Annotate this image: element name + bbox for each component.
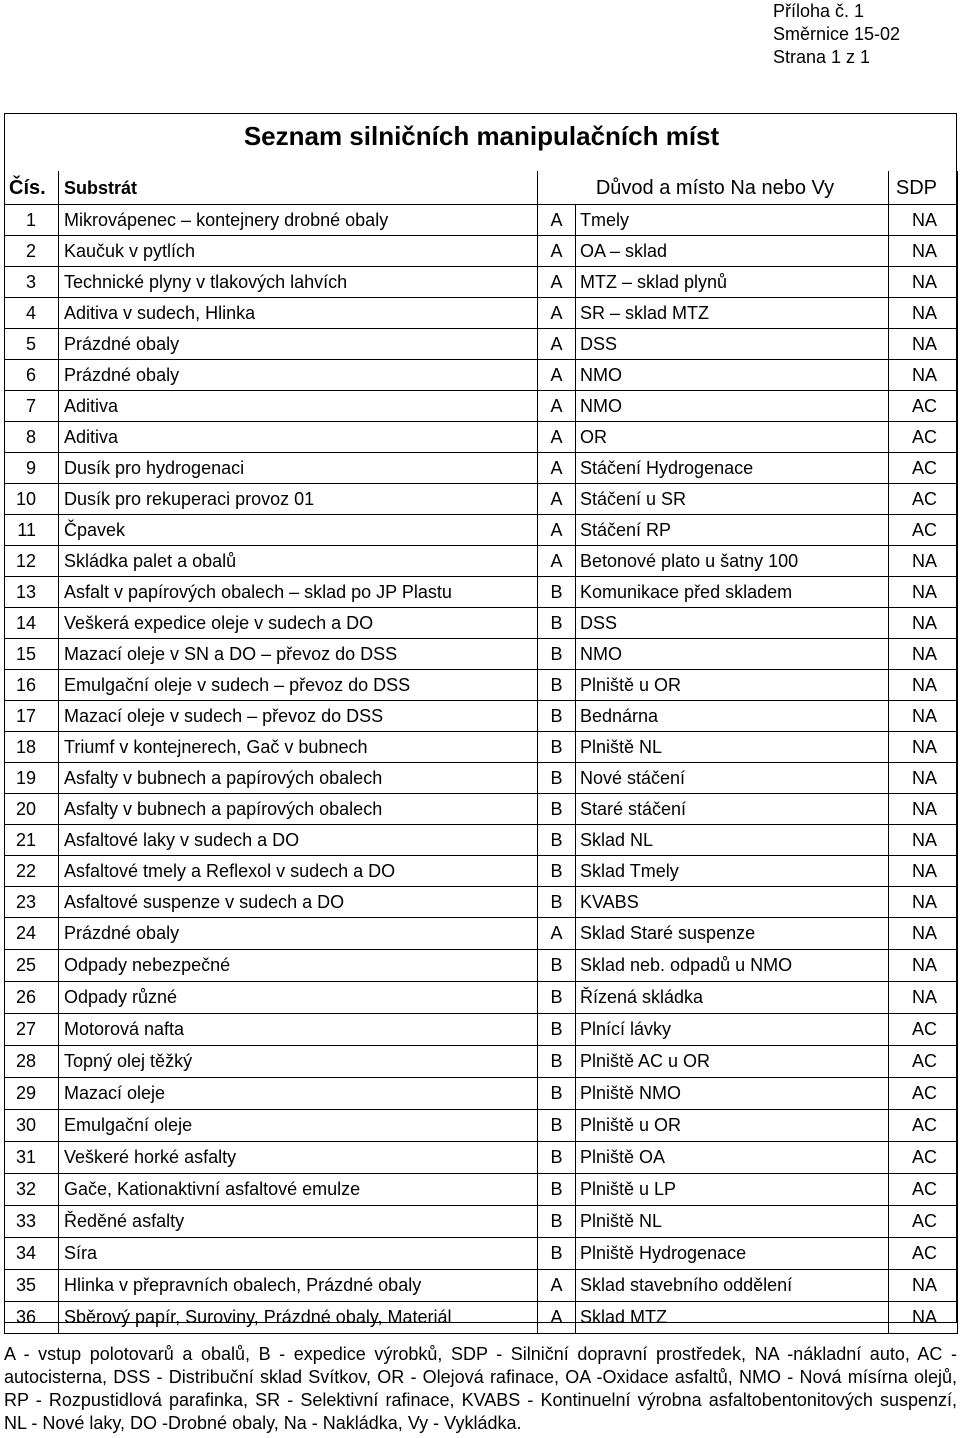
row-type: B xyxy=(538,1238,576,1270)
table-row xyxy=(5,701,958,732)
row-substrate: Emulgační oleje v sudech – převoz do DSS xyxy=(59,670,538,701)
row-place: NMO xyxy=(576,639,889,670)
table-row xyxy=(5,732,958,763)
row-substrate: Čpavek xyxy=(59,515,538,546)
row-type: A xyxy=(538,546,576,577)
row-substrate: Dusík pro hydrogenaci xyxy=(59,453,538,484)
row-sdp: NA xyxy=(889,1270,958,1302)
row-number: 18 xyxy=(5,732,59,763)
row-number: 7 xyxy=(5,391,59,422)
row-sdp: AC xyxy=(889,1078,958,1110)
column-header-num: Čís. xyxy=(5,171,59,205)
row-sdp: AC xyxy=(889,453,958,484)
row-number: 17 xyxy=(5,701,59,732)
column-header-sdp: SDP xyxy=(889,171,958,205)
row-number: 3 xyxy=(5,267,59,298)
row-number: 13 xyxy=(5,577,59,608)
row-place: Sklad Staré suspenze xyxy=(576,918,889,950)
row-number: 24 xyxy=(5,918,59,950)
handling-places-table xyxy=(4,171,958,1334)
row-type: B xyxy=(538,577,576,608)
row-place: Stáčení u SR xyxy=(576,484,889,515)
row-sdp: NA xyxy=(889,950,958,982)
row-type: B xyxy=(538,732,576,763)
row-place: Plniště NL xyxy=(576,1206,889,1238)
row-type: A xyxy=(538,267,576,298)
table-row xyxy=(5,546,958,577)
row-substrate: Emulgační oleje xyxy=(59,1110,538,1142)
row-sdp: AC xyxy=(889,391,958,422)
row-substrate: Veškeré horké asfalty xyxy=(59,1142,538,1174)
row-place: Sklad Tmely xyxy=(576,856,889,887)
row-number: 27 xyxy=(5,1014,59,1046)
table-row xyxy=(5,515,958,546)
row-place: Plniště NMO xyxy=(576,1078,889,1110)
row-substrate: Asfaltové laky v sudech a DO xyxy=(59,825,538,856)
row-place: Plniště u OR xyxy=(576,1110,889,1142)
row-number: 16 xyxy=(5,670,59,701)
row-number: 26 xyxy=(5,982,59,1014)
row-sdp: NA xyxy=(889,982,958,1014)
row-place: Plniště NL xyxy=(576,732,889,763)
row-number: 12 xyxy=(5,546,59,577)
row-type: B xyxy=(538,1046,576,1078)
table-row xyxy=(5,1142,958,1174)
table-row xyxy=(5,639,958,670)
row-sdp: AC xyxy=(889,1142,958,1174)
row-type: B xyxy=(538,701,576,732)
row-substrate: Prázdné obaly xyxy=(59,360,538,391)
row-number: 28 xyxy=(5,1046,59,1078)
row-place: Plniště Hydrogenace xyxy=(576,1238,889,1270)
row-place: Komunikace před skladem xyxy=(576,577,889,608)
table-row xyxy=(5,205,958,236)
row-number: 29 xyxy=(5,1078,59,1110)
table-row xyxy=(5,577,958,608)
row-type: B xyxy=(538,1078,576,1110)
row-substrate: Mazací oleje xyxy=(59,1078,538,1110)
row-place: DSS xyxy=(576,329,889,360)
attachment-label: Příloha č. 1 xyxy=(773,1,865,21)
row-number: 8 xyxy=(5,422,59,453)
column-header-substrate: Substrát xyxy=(59,171,538,205)
row-sdp: NA xyxy=(889,856,958,887)
row-type: B xyxy=(538,608,576,639)
row-type: A xyxy=(538,515,576,546)
row-place: Plniště u OR xyxy=(576,670,889,701)
row-number: 21 xyxy=(5,825,59,856)
row-type: B xyxy=(538,639,576,670)
row-place: Bednárna xyxy=(576,701,889,732)
row-sdp: NA xyxy=(889,732,958,763)
row-sdp: AC xyxy=(889,1238,958,1270)
row-type: A xyxy=(538,205,576,236)
table-row xyxy=(5,856,958,887)
row-sdp: NA xyxy=(889,763,958,794)
row-sdp: AC xyxy=(889,1046,958,1078)
row-substrate: Topný olej těžký xyxy=(59,1046,538,1078)
row-number: 10 xyxy=(5,484,59,515)
row-number: 20 xyxy=(5,794,59,825)
row-number: 22 xyxy=(5,856,59,887)
row-sdp: AC xyxy=(889,1206,958,1238)
table-row xyxy=(5,298,958,329)
row-type: B xyxy=(538,763,576,794)
row-number: 2 xyxy=(5,236,59,267)
row-type: B xyxy=(538,856,576,887)
row-type: A xyxy=(538,422,576,453)
row-number: 14 xyxy=(5,608,59,639)
row-sdp: NA xyxy=(889,205,958,236)
row-place: Řízená skládka xyxy=(576,982,889,1014)
row-number: 35 xyxy=(5,1270,59,1302)
row-place: Sklad stavebního oddělení xyxy=(576,1270,889,1302)
row-place: NMO xyxy=(576,391,889,422)
row-substrate: Prázdné obaly xyxy=(59,329,538,360)
row-place: Plniště AC u OR xyxy=(576,1046,889,1078)
row-substrate: Skládka palet a obalů xyxy=(59,546,538,577)
row-number: 11 xyxy=(5,515,59,546)
column-header-reason: Důvod a místo Na nebo Vy xyxy=(538,171,889,205)
row-number: 6 xyxy=(5,360,59,391)
table-row xyxy=(5,1046,958,1078)
row-type: B xyxy=(538,794,576,825)
row-sdp: AC xyxy=(889,484,958,515)
row-number: 36 xyxy=(5,1302,59,1334)
row-substrate: Aditiva v sudech, Hlinka xyxy=(59,298,538,329)
row-sdp: NA xyxy=(889,639,958,670)
table-row xyxy=(5,1206,958,1238)
table-row xyxy=(5,236,958,267)
row-type: A xyxy=(538,236,576,267)
row-place: Tmely xyxy=(576,205,889,236)
row-place: NMO xyxy=(576,360,889,391)
directive-label: Směrnice 15-02 xyxy=(773,24,901,44)
row-substrate: Odpady nebezpečné xyxy=(59,950,538,982)
row-substrate: Aditiva xyxy=(59,391,538,422)
row-place: Sklad NL xyxy=(576,825,889,856)
row-sdp: AC xyxy=(889,422,958,453)
row-type: A xyxy=(538,453,576,484)
page-header xyxy=(773,0,900,69)
table-row xyxy=(5,1238,958,1270)
row-number: 1 xyxy=(5,205,59,236)
row-substrate: Hlinka v přepravních obalech, Prázdné obaly xyxy=(59,1270,538,1302)
row-number: 23 xyxy=(5,887,59,918)
table-row xyxy=(5,1270,958,1302)
row-type: A xyxy=(538,1302,576,1334)
table-row xyxy=(5,1174,958,1206)
row-type: A xyxy=(538,360,576,391)
table-row xyxy=(5,267,958,298)
row-type: A xyxy=(538,329,576,360)
table-row xyxy=(5,763,958,794)
row-sdp: NA xyxy=(889,236,958,267)
row-type: A xyxy=(538,391,576,422)
row-substrate: Veškerá expedice oleje v sudech a DO xyxy=(59,608,538,639)
table-row xyxy=(5,1110,958,1142)
row-type: B xyxy=(538,825,576,856)
row-substrate: Mazací oleje v sudech – převoz do DSS xyxy=(59,701,538,732)
row-substrate: Asfalty v bubnech a papírových obalech xyxy=(59,794,538,825)
row-substrate: Asfaltové tmely a Reflexol v sudech a DO xyxy=(59,856,538,887)
table-row xyxy=(5,794,958,825)
row-sdp: NA xyxy=(889,360,958,391)
table-row xyxy=(5,887,958,918)
row-sdp: AC xyxy=(889,1174,958,1206)
row-sdp: NA xyxy=(889,267,958,298)
row-place: Sklad MTZ xyxy=(576,1302,889,1334)
row-type: B xyxy=(538,1014,576,1046)
row-place: Sklad neb. odpadů u NMO xyxy=(576,950,889,982)
table-row xyxy=(5,453,958,484)
row-substrate: Asfalt v papírových obalech – sklad po JP Plastu xyxy=(59,577,538,608)
row-sdp: NA xyxy=(889,329,958,360)
row-place: Staré stáčení xyxy=(576,794,889,825)
row-place: KVABS xyxy=(576,887,889,918)
row-sdp: NA xyxy=(889,546,958,577)
table-row xyxy=(5,950,958,982)
row-sdp: AC xyxy=(889,515,958,546)
table-row xyxy=(5,1014,958,1046)
row-place: Nové stáčení xyxy=(576,763,889,794)
row-type: B xyxy=(538,1142,576,1174)
row-type: B xyxy=(538,982,576,1014)
row-number: 15 xyxy=(5,639,59,670)
row-type: A xyxy=(538,1270,576,1302)
table-row xyxy=(5,360,958,391)
row-type: A xyxy=(538,484,576,515)
row-sdp: NA xyxy=(889,670,958,701)
row-number: 34 xyxy=(5,1238,59,1270)
row-number: 5 xyxy=(5,329,59,360)
row-number: 25 xyxy=(5,950,59,982)
table-body xyxy=(5,171,958,1334)
row-substrate: Kaučuk v pytlích xyxy=(59,236,538,267)
row-number: 33 xyxy=(5,1206,59,1238)
row-sdp: NA xyxy=(889,918,958,950)
page-title: Seznam silničních manipulačních míst xyxy=(243,121,720,151)
table-row xyxy=(5,670,958,701)
row-type: B xyxy=(538,670,576,701)
row-number: 31 xyxy=(5,1142,59,1174)
row-type: B xyxy=(538,887,576,918)
row-place: Stáčení RP xyxy=(576,515,889,546)
table-row xyxy=(5,422,958,453)
page-number: Strana 1 z 1 xyxy=(773,47,871,67)
row-substrate: Aditiva xyxy=(59,422,538,453)
table-row xyxy=(5,1078,958,1110)
row-type: A xyxy=(538,298,576,329)
row-substrate: Gače, Kationaktivní asfaltové emulze xyxy=(59,1174,538,1206)
table-row xyxy=(5,982,958,1014)
row-sdp: AC xyxy=(889,1110,958,1142)
table-row xyxy=(5,329,958,360)
table-row xyxy=(5,484,958,515)
row-substrate: Asfalty v bubnech a papírových obalech xyxy=(59,763,538,794)
table-row xyxy=(5,825,958,856)
row-place: OR xyxy=(576,422,889,453)
legend-text: A - vstup polotovarů a obalů, B - expedice výrobků, SDP - Silniční dopravní prostředek, NA -nákladní auto, AC - autocisterna, DSS - Distribuční sklad Svítkov, OR - Olejová rafinace, OA -Oxidace asfaltů, NMO - Nová mísírna olejů, RP - Rozpustidlová parafinka, SR - Selektivní rafinace, KVABS - Kontinuelní výrobna asfaltobentonitových suspenzí, NL - Nové laky, DO -Drobné obaly, Na - Nakládka, Vy - Vykládka. xyxy=(4,1344,957,1433)
row-type: A xyxy=(538,918,576,950)
row-place: Plniště OA xyxy=(576,1142,889,1174)
row-substrate: Triumf v kontejnerech, Gač v bubnech xyxy=(59,732,538,763)
row-substrate: Mikrovápenec – kontejnery drobné obaly xyxy=(59,205,538,236)
row-number: 30 xyxy=(5,1110,59,1142)
row-sdp: NA xyxy=(889,298,958,329)
table-row xyxy=(5,391,958,422)
row-type: B xyxy=(538,950,576,982)
row-sdp: NA xyxy=(889,1302,958,1334)
row-substrate: Sběrový papír, Suroviny, Prázdné obaly, Materiál xyxy=(59,1302,538,1334)
row-sdp: AC xyxy=(889,1014,958,1046)
row-substrate: Motorová nafta xyxy=(59,1014,538,1046)
row-number: 9 xyxy=(5,453,59,484)
row-substrate: Síra xyxy=(59,1238,538,1270)
row-place: Plnící lávky xyxy=(576,1014,889,1046)
row-place: OA – sklad xyxy=(576,236,889,267)
row-number: 4 xyxy=(5,298,59,329)
row-sdp: NA xyxy=(889,608,958,639)
table-row xyxy=(5,918,958,950)
row-place: Plniště u LP xyxy=(576,1174,889,1206)
row-number: 19 xyxy=(5,763,59,794)
row-substrate: Asfaltové suspenze v sudech a DO xyxy=(59,887,538,918)
row-substrate: Ředěné asfalty xyxy=(59,1206,538,1238)
row-type: B xyxy=(538,1174,576,1206)
row-substrate: Dusík pro rekuperaci provoz 01 xyxy=(59,484,538,515)
row-substrate: Technické plyny v tlakových lahvích xyxy=(59,267,538,298)
row-substrate: Prázdné obaly xyxy=(59,918,538,950)
row-sdp: NA xyxy=(889,577,958,608)
row-place: SR – sklad MTZ xyxy=(576,298,889,329)
row-place: MTZ – sklad plynů xyxy=(576,267,889,298)
row-sdp: NA xyxy=(889,887,958,918)
row-number: 32 xyxy=(5,1174,59,1206)
row-substrate: Mazací oleje v SN a DO – převoz do DSS xyxy=(59,639,538,670)
table-row xyxy=(5,1302,958,1334)
table-header-row xyxy=(5,171,958,205)
row-place: DSS xyxy=(576,608,889,639)
row-sdp: NA xyxy=(889,701,958,732)
row-sdp: NA xyxy=(889,794,958,825)
row-type: B xyxy=(538,1110,576,1142)
table-row xyxy=(5,608,958,639)
row-place: Stáčení Hydrogenace xyxy=(576,453,889,484)
row-type: B xyxy=(538,1206,576,1238)
row-substrate: Odpady různé xyxy=(59,982,538,1014)
row-place: Betonové plato u šatny 100 xyxy=(576,546,889,577)
row-sdp: NA xyxy=(889,825,958,856)
